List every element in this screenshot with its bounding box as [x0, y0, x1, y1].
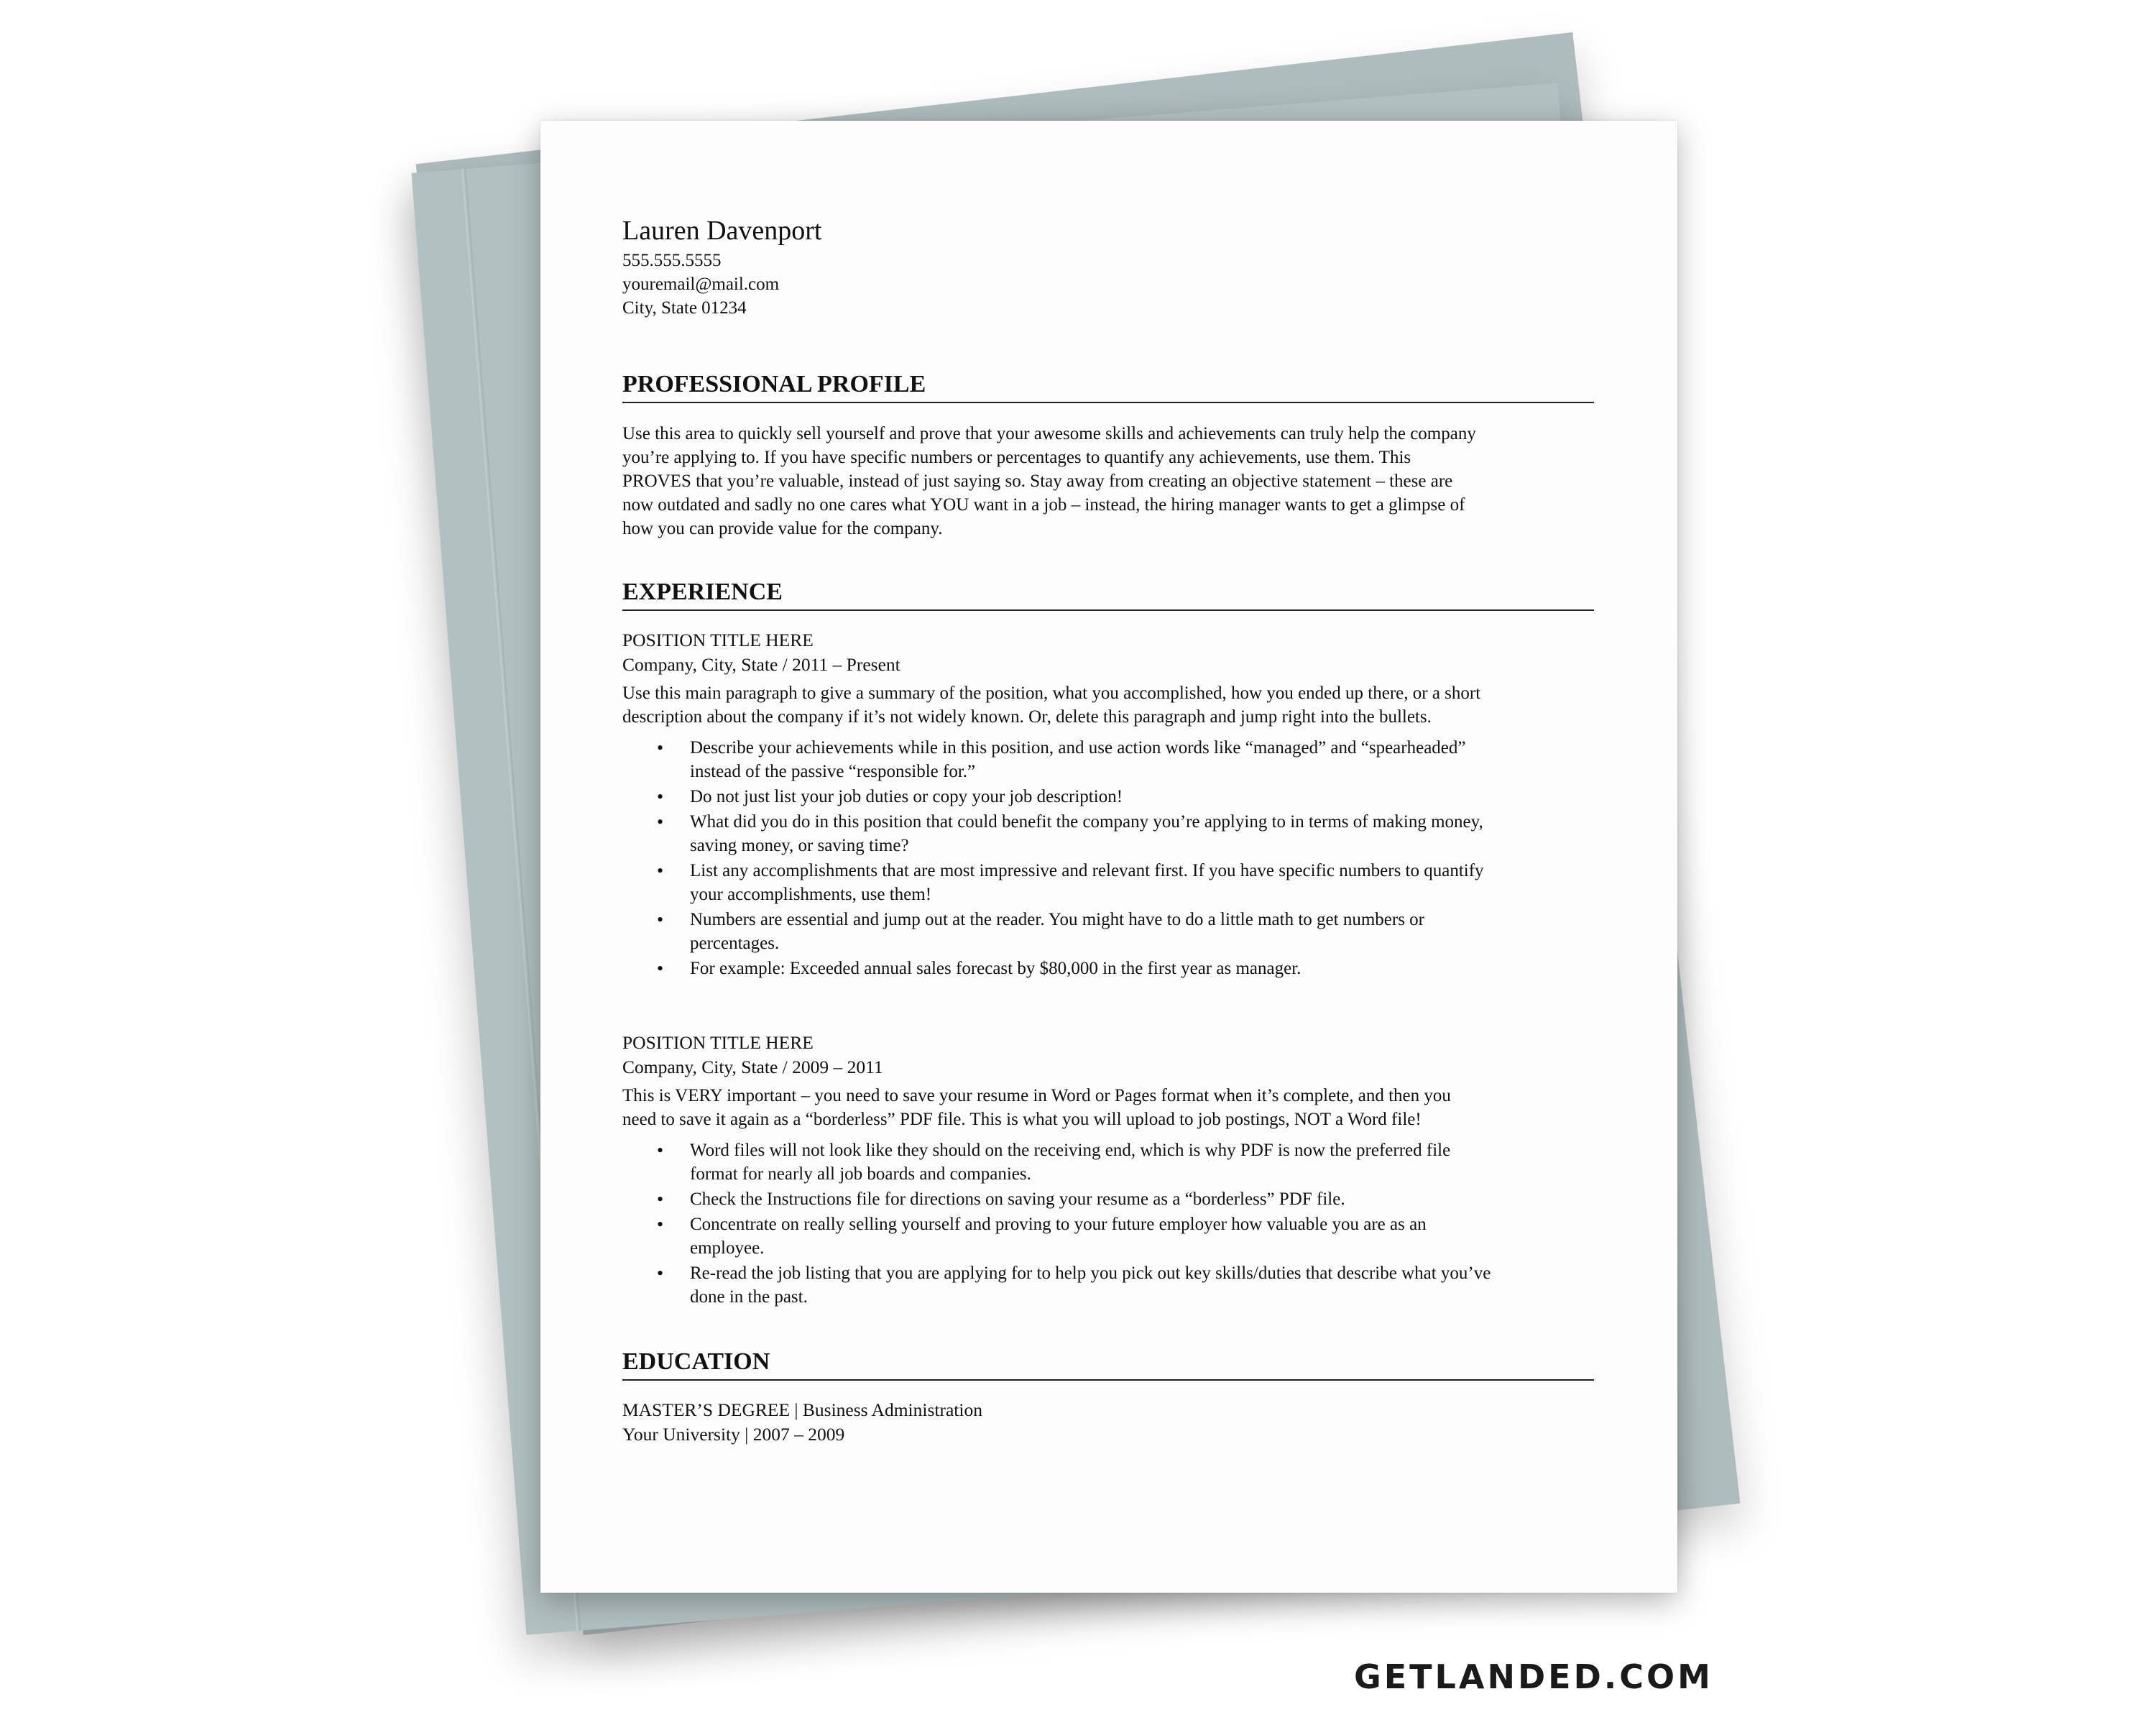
bullet-icon: • — [657, 958, 664, 979]
bullet-line: Re-read the job listing that you are applying for to help you pick out key skills/duties that describe what you’ve — [690, 1264, 1491, 1283]
job-summary-line: Use this main paragraph to give a summary of the position, what you accomplished, how you ended up there, or a short — [622, 684, 1481, 703]
job-title: POSITION TITLE HERE — [622, 1032, 814, 1053]
job-summary-line: description about the company if it’s not widely known. Or, delete this paragraph and jump right into the bullets. — [622, 707, 1432, 727]
profile-heading: PROFESSIONAL PROFILE — [622, 369, 1594, 403]
bullet-line: List any accomplishments that are most impressive and relevant first. If you have specific numbers to quantify — [690, 861, 1484, 880]
job-summary-line: This is VERY important – you need to save your resume in Word or Pages format when it’s complete, and then you — [622, 1086, 1451, 1105]
bullet-item — [657, 810, 1618, 857]
job-bullets — [622, 736, 1618, 980]
bullet-icon: • — [657, 737, 664, 758]
profile-line: how you can provide value for the company. — [622, 519, 943, 538]
education-section — [622, 1346, 1628, 1447]
bullet-line: Numbers are essential and jump out at the reader. You might have to do a little math to get numbers or — [690, 910, 1424, 929]
bullet-line: format for nearly all job boards and companies. — [690, 1164, 1031, 1184]
bullet-item — [657, 1261, 1618, 1309]
resume-phone: 555.555.5555 — [622, 251, 722, 270]
bullet-icon: • — [657, 1214, 664, 1235]
job-summary — [622, 1084, 1628, 1131]
bullet-item — [657, 736, 1618, 783]
education-body — [622, 1398, 1628, 1447]
bullet-line: Concentrate on really selling yourself and proving to your future employer how valuable you are as an — [690, 1215, 1427, 1234]
bullet-icon: • — [657, 786, 664, 807]
bullet-item — [657, 785, 1618, 809]
bullet-line: percentages. — [690, 934, 780, 953]
bullet-line: employee. — [690, 1238, 765, 1258]
education-school: Your University | 2007 – 2009 — [622, 1424, 845, 1445]
resume-page — [540, 121, 1677, 1593]
experience-section — [622, 576, 1628, 1309]
bullet-line: your accomplishments, use them! — [690, 885, 932, 904]
job-meta: Company, City, State / 2011 – Present — [622, 654, 900, 675]
brand-watermark: GETLANDED.COM — [1354, 1657, 1713, 1696]
contact-block — [622, 213, 1628, 320]
bullet-icon: • — [657, 860, 664, 881]
profile-section — [622, 369, 1628, 540]
profile-text — [622, 422, 1628, 540]
resume-email: youremail@mail.com — [622, 275, 780, 294]
bullet-line: Describe your achievements while in this position, and use action words like “managed” and “spearheaded” — [690, 738, 1466, 758]
bullet-line: Check the Instructions file for directions on saving your resume as a “borderless” PDF file. — [690, 1189, 1345, 1209]
bullet-icon: • — [657, 1140, 664, 1161]
education-heading: EDUCATION — [622, 1346, 1594, 1381]
bullet-line: saving money, or saving time? — [690, 836, 909, 855]
bullet-item — [657, 1212, 1618, 1260]
profile-line: Use this area to quickly sell yourself and prove that your awesome skills and achievements can truly help the company — [622, 424, 1476, 443]
job-bullets — [622, 1138, 1618, 1309]
job-entry-2 — [622, 1031, 1628, 1309]
bullet-item — [657, 908, 1618, 955]
bullet-line: instead of the passive “responsible for.” — [690, 762, 976, 781]
profile-line: you’re applying to. If you have specific numbers or percentages to quantify any achievements, use them. This — [622, 448, 1411, 467]
bullet-line: done in the past. — [690, 1287, 808, 1307]
profile-line: PROVES that you’re valuable, instead of just saying so. Stay away from creating an objective statement – these are — [622, 471, 1453, 491]
education-degree: MASTER’S DEGREE | Business Administration — [622, 1399, 982, 1420]
job-meta: Company, City, State / 2009 – 2011 — [622, 1057, 883, 1077]
bullet-item — [657, 1138, 1618, 1186]
bullet-icon: • — [657, 1189, 664, 1210]
bullet-line: Do not just list your job duties or copy your job description! — [690, 787, 1123, 806]
bullet-item — [657, 957, 1618, 980]
bullet-line: For example: Exceeded annual sales forecast by $80,000 in the first year as manager. — [690, 959, 1302, 978]
bullet-line: What did you do in this position that could benefit the company you’re applying to in terms of making money, — [690, 812, 1483, 832]
job-summary-line: need to save it again as a “borderless” PDF file. This is what you will upload to job postings, NOT a Word file! — [622, 1110, 1422, 1129]
profile-line: now outdated and sadly no one cares what YOU want in a job – instead, the hiring manager wants to get a glimpse of — [622, 495, 1465, 515]
job-title: POSITION TITLE HERE — [622, 630, 814, 650]
bullet-line: Word files will not look like they should on the receiving end, which is why PDF is now the preferred file — [690, 1141, 1451, 1160]
bullet-item — [657, 859, 1618, 906]
experience-heading: EXPERIENCE — [622, 576, 1594, 611]
job-entry-1 — [622, 628, 1628, 980]
resume-name: Lauren Davenport — [622, 216, 822, 246]
resume-location: City, State 01234 — [622, 298, 747, 318]
bullet-item — [657, 1187, 1618, 1211]
bullet-icon: • — [657, 1263, 664, 1284]
bullet-icon: • — [657, 811, 664, 832]
resume-content — [622, 213, 1628, 1447]
bullet-icon: • — [657, 909, 664, 930]
job-summary — [622, 681, 1628, 729]
